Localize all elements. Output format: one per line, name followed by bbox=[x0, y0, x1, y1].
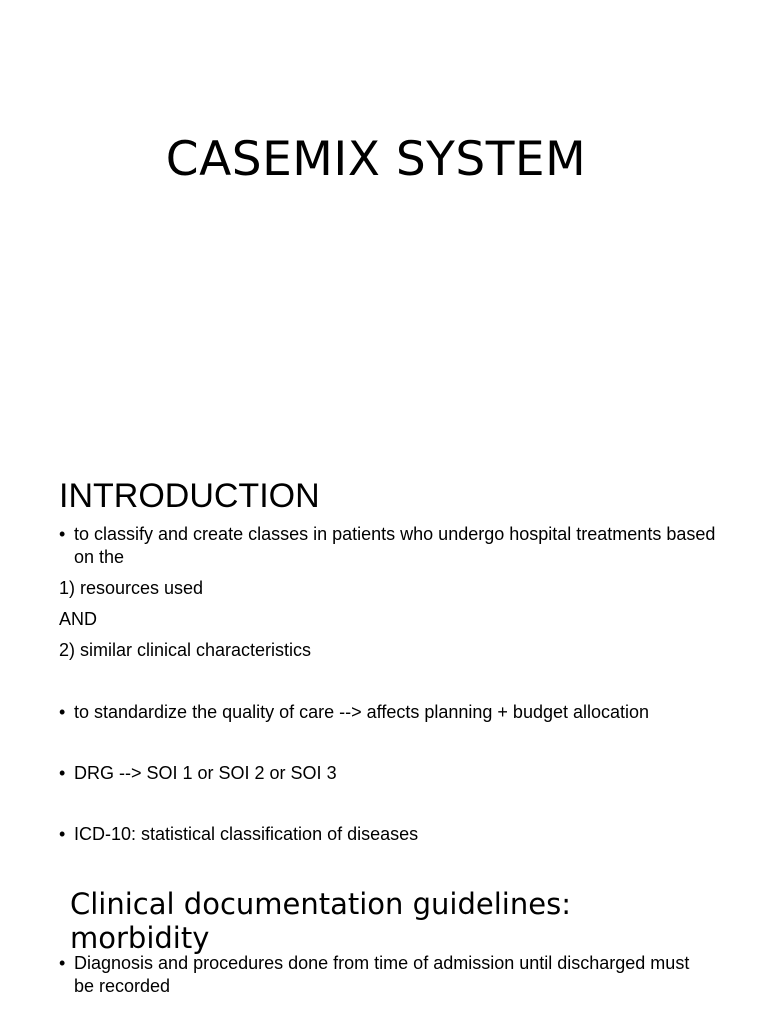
list-item-text: Diagnosis and procedures done from time of admission until discharged must be recorded bbox=[74, 953, 690, 996]
list-item: AND bbox=[59, 609, 98, 629]
slide-title: CASEMIX SYSTEM bbox=[165, 132, 587, 187]
introduction-slide bbox=[0, 470, 768, 860]
bullet-icon: • bbox=[59, 763, 66, 783]
list-item-text: ICD-10: statistical classification of diseases bbox=[74, 824, 419, 844]
bullet-icon: • bbox=[59, 702, 66, 722]
list-item bbox=[59, 523, 729, 569]
introduction-heading: INTRODUCTION bbox=[59, 477, 320, 515]
list-item: 1) resources used bbox=[59, 578, 204, 598]
guidelines-slide bbox=[0, 880, 768, 1024]
list-item bbox=[59, 701, 729, 724]
list-item-text: to classify and create classes in patients who undergo hospital treatments based on the bbox=[74, 524, 716, 567]
list-item bbox=[59, 823, 729, 846]
bullet-icon: • bbox=[59, 953, 66, 973]
title-slide bbox=[0, 0, 768, 440]
list-item bbox=[59, 952, 699, 998]
list-item bbox=[59, 762, 729, 785]
list-item-text: to standardize the quality of care --> affects planning + budget allocation bbox=[74, 702, 650, 722]
bullet-icon: • bbox=[59, 824, 66, 844]
list-item-text: DRG --> SOI 1 or SOI 2 or SOI 3 bbox=[74, 763, 337, 783]
list-item: 2) similar clinical characteristics bbox=[59, 640, 312, 660]
bullet-icon: • bbox=[59, 524, 66, 544]
guidelines-heading: Clinical documentation guidelines: morbidity bbox=[70, 887, 571, 955]
